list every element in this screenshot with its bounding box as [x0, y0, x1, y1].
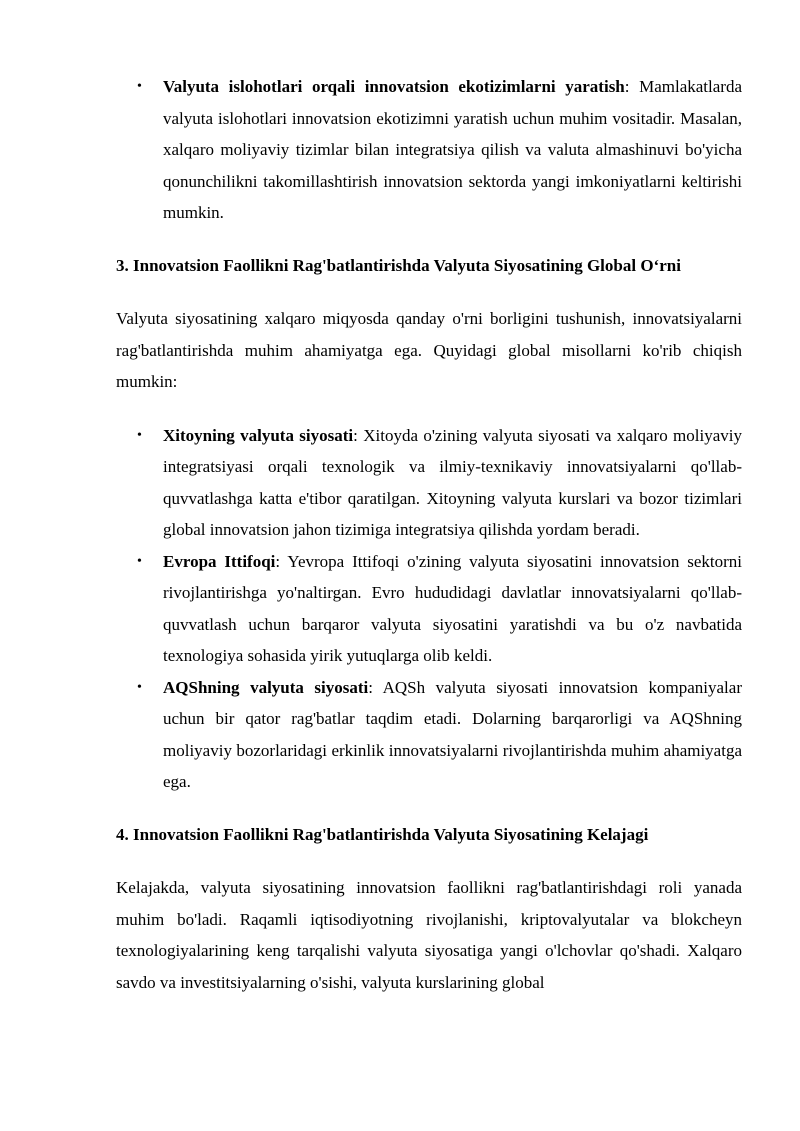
bullet-dot-icon: • — [137, 553, 142, 569]
top-bullet-list — [116, 71, 742, 229]
section-3-intro: Valyuta siyosatining xalqaro miqyosda qanday o'rni borligini tushunish, innovatsiyalarni rag'batlantirishda muhim ahamiyatga ega. Quyidagi global misollarni ko'rib chiqish mumkin: — [116, 309, 742, 391]
list-item — [137, 672, 742, 798]
document-page — [116, 71, 742, 998]
bullet-term: Evropa Ittifoqi — [163, 551, 276, 571]
bullet-dot-icon: • — [137, 79, 142, 94]
section-4-intro: Kelajakda, valyuta siyosatining innovatsion faollikni rag'batlantirishdagi roli yanada muhim bo'ladi. Raqamli iqtisodiyotning rivojlanishi, kriptovalyutalar va blokcheyn texnologiyalarining keng tarqalishi valyuta siyosatiga yangi o'lchovlar qo'shadi. Xalqaro savdo va investitsiyalarning o'sishi, valyuta kurslarining global — [116, 878, 742, 992]
section-3-heading: 3. Innovatsion Faollikni Rag'batlantirishda Valyuta Siyosatining Global O‘rni — [116, 255, 681, 275]
list-item — [137, 546, 742, 672]
bullet-text: : Xitoyda o'zining valyuta siyosati va xalqaro moliyaviy integratsiyasi orqali texnologik va ilmiy-texnikaviy innovatsiyalarni qo'llab-quvvatlashga katta e'tibor qaratilgan. Xitoyning valyuta kurslari va bozor tizimlari global innovatsion jahon tizimiga integratsiya qilishda yordam beradi. — [163, 425, 742, 539]
bullet-dot-icon: • — [137, 427, 142, 443]
bullet-dot-icon: • — [137, 679, 142, 695]
bullet-text: : Mamlakatlarda valyuta islohotlari innovatsion ekotizimni yaratish uchun muhim vositadir. Masalan, xalqaro moliyaviy tizimlar bilan integratsiya qilish va valuta almashinuvi bo'yicha qonunchilikni takomillashtirish innovatsion sektorda yangi imkoniyatlarni keltirishi mumkin. — [163, 77, 742, 222]
list-item — [137, 420, 742, 546]
bullet-text: : Yevropa Ittifoqi o'zining valyuta siyosatini innovatsion sektorni rivojlantirishga yo'naltirgan. Evro hududidagi davlatlar innovatsiyalarni qo'llab-quvvatlash uchun barqaror valyuta siyosatini yaratishdi va bu o'z navbatida texnologiya sohasida yirik yutuqlarga olib keldi. — [163, 551, 742, 665]
bullet-text: : AQSh valyuta siyosati innovatsion kompaniyalar uchun bir qator rag'batlar taqdim etadi. Dolarning barqarorligi va AQShning moliyaviy bozorlaridagi erkinlik innovatsiyalarni rivojlantirishda muhim ahamiyatga ega. — [163, 677, 742, 791]
section-4-heading: 4. Innovatsion Faollikni Rag'batlantirishda Valyuta Siyosatining Kelajagi — [116, 824, 649, 844]
bullet-term: Xitoyning valyuta siyosati — [163, 425, 354, 445]
bullet-term: Valyuta islohotlari orqali innovatsion ekotizimlarni yaratish — [163, 77, 625, 96]
section-3-bullet-list — [116, 420, 742, 798]
list-item — [137, 71, 742, 229]
bullet-term: AQShning valyuta siyosati — [163, 677, 369, 697]
